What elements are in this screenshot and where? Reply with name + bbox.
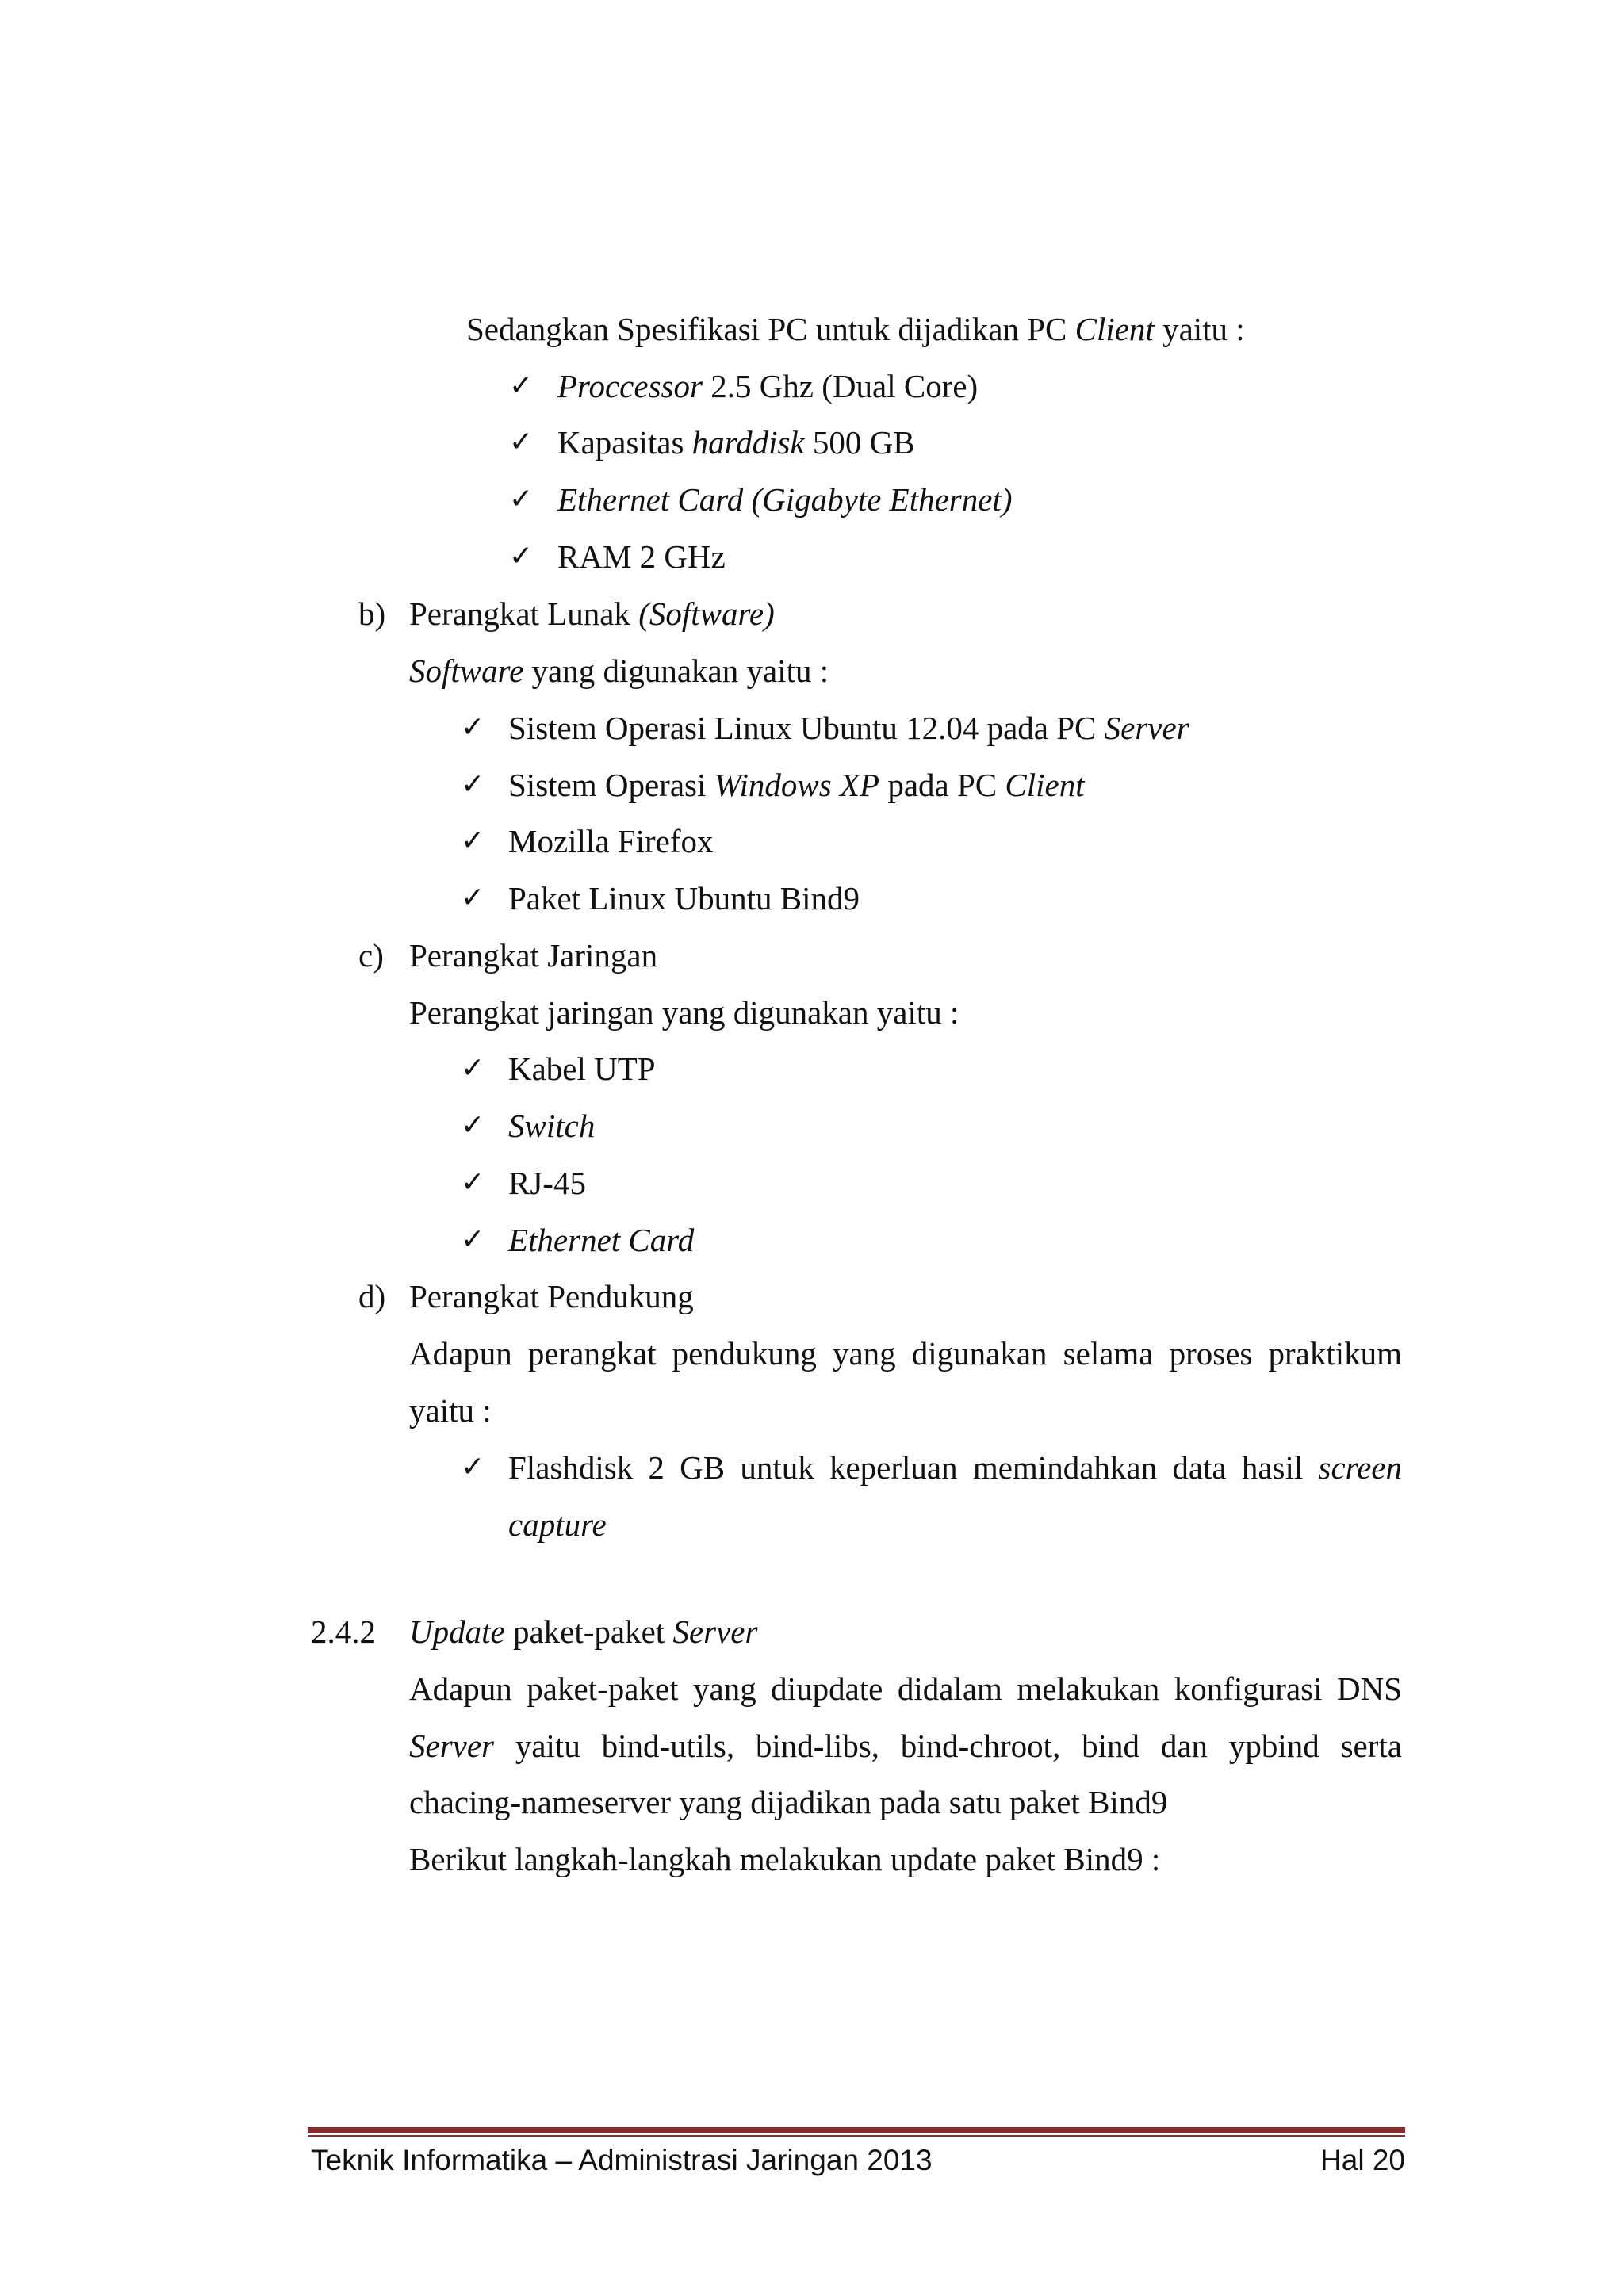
section-para-italic: Server [409,1728,495,1764]
check-icon: ✓ [461,768,485,801]
footer-rule-thin [308,2135,1405,2137]
section-title [409,1612,757,1651]
check-icon: ✓ [461,1109,485,1142]
check-icon: ✓ [461,1052,485,1085]
software-item-part: Client [1005,767,1085,803]
check-icon: ✓ [509,426,534,458]
client-spec-part: Kapasitas [557,424,692,461]
client-spec-item [557,423,915,462]
section-paragraph-line: Adapun paket-paket yang diupdate didalam melakukan konfigurasi DNS [409,1670,1402,1707]
software-item-part: Server [1104,710,1189,746]
section-title-italic: Update [409,1613,505,1650]
section-para-text: yaitu bind-utils, bind-libs, bind-chroot, bind dan ypbind serta [494,1728,1402,1764]
software-lead-italic: Software [409,652,524,689]
page-number: Hal 20 [1320,2144,1405,2176]
network-lead: Perangkat jaringan yang digunakan yaitu : [409,994,959,1031]
check-icon: ✓ [509,540,534,572]
software-item-part: Sistem Operasi Linux Ubuntu 12.04 pada PC [508,710,1105,746]
software-lead-text: yang digunakan yaitu : [523,652,829,689]
support-item-italic: screen [1318,1449,1402,1486]
client-spec-part: Proccessor [557,368,703,404]
section-number: 2.4.2 [311,1613,376,1650]
check-icon: ✓ [461,825,485,857]
section-title-text: paket-paket [504,1613,673,1650]
software-heading [409,594,775,633]
intro-line [466,309,1245,349]
network-heading: Perangkat Jaringan [409,937,658,974]
intro-post: yaitu : [1154,311,1245,347]
support-item-line: capture [508,1506,607,1543]
software-lead [409,651,829,691]
section-paragraph-line: Berikut langkah-langkah melakukan update paket Bind9 : [409,1841,1161,1877]
network-item: Ethernet Card [508,1222,695,1258]
check-icon: ✓ [461,882,485,914]
support-lead-line: Adapun perangkat pendukung yang digunakan selama proses praktikum [409,1335,1402,1372]
software-heading-text: Perangkat Lunak [409,595,639,632]
intro-client: Client [1074,311,1155,347]
check-icon: ✓ [461,711,485,744]
support-lead-line: yaitu : [409,1392,492,1429]
check-icon: ✓ [509,369,534,402]
software-item-part: Sistem Operasi [508,767,714,803]
client-spec-item: RAM 2 GHz [557,538,726,575]
footer-title: Teknik Informatika – Administrasi Jaringan 2013 [311,2144,933,2176]
list-marker-c: c) [358,937,384,974]
client-spec-item [557,366,978,406]
footer-rule-thick [308,2127,1405,2133]
client-spec-part: 2.5 Ghz (Dual Core) [702,368,979,404]
software-item: Mozilla Firefox [508,823,714,859]
software-item-part: pada PC [879,767,1005,803]
section-paragraph-line: chacing-nameserver yang dijadikan pada satu paket Bind9 [409,1784,1168,1820]
check-icon: ✓ [461,1223,485,1256]
support-item-text: Flashdisk 2 GB untuk keperluan memindahkan data hasil [508,1449,1319,1486]
check-icon: ✓ [461,1451,485,1483]
check-icon: ✓ [461,1166,485,1199]
list-marker-d: d) [358,1278,386,1314]
client-spec-item: Ethernet Card (Gigabyte Ethernet) [557,481,1013,518]
client-spec-part: 500 GB [804,424,915,461]
network-item: Switch [508,1108,596,1144]
check-icon: ✓ [509,483,534,515]
section-paragraph-line [409,1726,1402,1766]
software-item-part: Windows XP [714,767,880,803]
list-marker-b: b) [358,595,386,632]
network-item: RJ-45 [508,1165,586,1201]
intro-text: Sedangkan Spesifikasi PC untuk dijadikan PC [466,311,1075,347]
software-heading-italic: (Software) [638,595,775,632]
software-item [508,765,1085,805]
support-heading: Perangkat Pendukung [409,1278,694,1314]
software-item [508,708,1189,748]
client-spec-part: harddisk [691,424,805,461]
software-item: Paket Linux Ubuntu Bind9 [508,880,860,916]
network-item: Kabel UTP [508,1050,656,1087]
support-item-line [508,1448,1402,1487]
section-title-italic: Server [672,1613,758,1650]
